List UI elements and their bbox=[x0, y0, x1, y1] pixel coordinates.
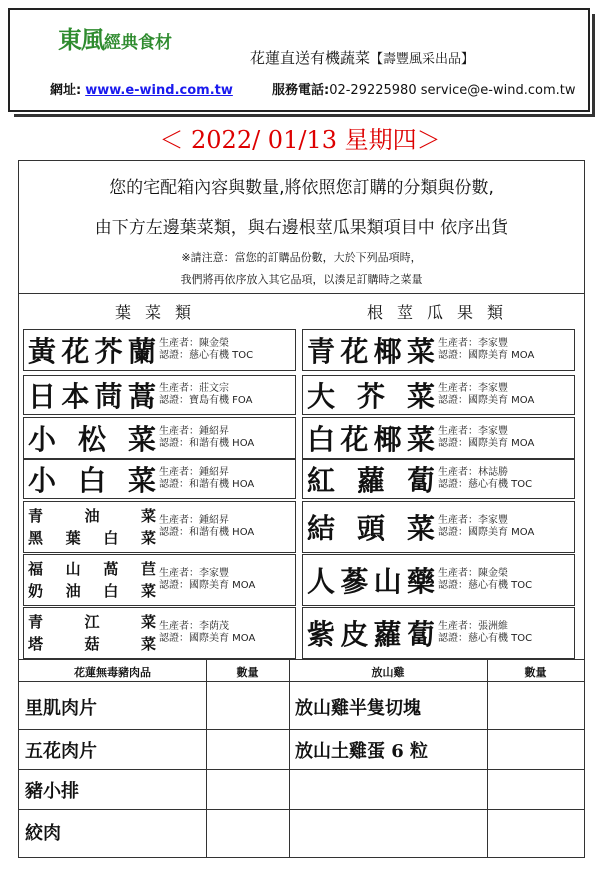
leafy-item: 日 本 茼 蒿 生產者：莊文宗 認證：寶島有機 FOA bbox=[23, 375, 296, 415]
veg-name: 結 頭 菜 bbox=[307, 512, 435, 545]
veg-name: 青 江 菜 bbox=[28, 613, 156, 631]
divider bbox=[206, 659, 207, 857]
header-box bbox=[8, 8, 590, 112]
veg-name: 黑 葉 白 菜 bbox=[28, 529, 156, 547]
root-item: 大 芥 菜 生產者：李家豐 認證：國際美育 MOA bbox=[302, 375, 575, 415]
chicken-item: 放山雞半隻切塊 bbox=[295, 698, 421, 719]
veg-name: 奶 油 白 菜 bbox=[28, 582, 156, 600]
veg-name: 大 芥 菜 bbox=[307, 380, 435, 413]
pork-item: 絞肉 bbox=[25, 823, 61, 844]
content-table bbox=[18, 160, 585, 858]
leafy-item: 小 白 菜 生產者：鍾紹昇 認證：和諧有機 HOA bbox=[23, 459, 296, 499]
pork-item: 豬小排 bbox=[25, 781, 79, 802]
chicken-item: 放山土雞蛋 6 粒 bbox=[295, 741, 429, 762]
service-contact: 服務電話:02-29225980 service@e-wind.com.tw bbox=[272, 83, 576, 98]
root-header: 根莖瓜果類 bbox=[366, 303, 517, 322]
veg-name-pair bbox=[28, 608, 156, 658]
veg-name-pair bbox=[28, 502, 156, 552]
veg-name: 小 松 菜 bbox=[28, 423, 156, 456]
veg-name: 日 本 茼 蒿 bbox=[28, 380, 156, 413]
qty-header: 數量 bbox=[236, 666, 259, 679]
veg-name: 人 蔘 山 藥 bbox=[307, 565, 435, 598]
root-item: 結 頭 菜 生產者：李家豐 認證：國際美育 MOA bbox=[302, 501, 575, 553]
divider bbox=[19, 809, 584, 810]
root-item: 青 花 椰 菜 生產者：李家豐 認證：國際美育 MOA bbox=[302, 329, 575, 371]
leafy-item: 青 油 菜 黑 葉 白 菜 生產者：鍾紹昇 認證：和諧有機 HOA bbox=[23, 501, 296, 553]
intro-line-1: 您的宅配箱內容與數量,將依照您訂購的分類與份數, bbox=[109, 178, 494, 198]
veg-name-pair bbox=[28, 555, 156, 605]
qty-header: 數量 bbox=[524, 666, 547, 679]
divider bbox=[19, 681, 584, 682]
veg-name: 小 白 菜 bbox=[28, 464, 156, 497]
veg-name: 福 山 萵 苣 bbox=[28, 560, 156, 578]
veg-name: 青 油 菜 bbox=[28, 507, 156, 525]
intro-line-2: 由下方左邊葉菜類，與右邊根莖瓜果類項目中 依序出貨 bbox=[94, 218, 509, 238]
note-line-1: ※請注意：當您的訂購品份數，大於下列品項時， bbox=[181, 251, 422, 264]
veg-name: 紫 皮 蘿 蔔 bbox=[307, 618, 435, 651]
root-item: 白 花 椰 菜 生產者：李家豐 認證：國際美育 MOA bbox=[302, 417, 575, 459]
pork-item: 五花肉片 bbox=[25, 741, 97, 762]
leafy-item: 黃 花 芥 蘭 生產者：陳金榮 認證：慈心有機 TOC bbox=[23, 329, 296, 371]
root-item: 紅 蘿 蔔 生產者：林誌勝 認證：慈心有機 TOC bbox=[302, 459, 575, 499]
root-item: 紫 皮 蘿 蔔 生產者：張洲維 認證：慈心有機 TOC bbox=[302, 607, 575, 659]
divider bbox=[19, 293, 584, 294]
website: 網址: www.e-wind.com.tw bbox=[50, 83, 233, 98]
brand-logo: 東風經典食材 bbox=[58, 26, 172, 54]
veg-name: 紅 蘿 蔔 bbox=[307, 464, 435, 497]
divider bbox=[19, 769, 584, 770]
leafy-header: 葉菜類 bbox=[114, 303, 205, 322]
leafy-item: 青 江 菜 塔 菇 菜 生產者：李荫茂 認證：國際美育 MOA bbox=[23, 607, 296, 659]
website-link[interactable]: www.e-wind.com.tw bbox=[85, 83, 233, 98]
veg-name: 白 花 椰 菜 bbox=[307, 423, 435, 456]
header-title: 花蓮直送有機蔬菜【壽豐風采出品】 bbox=[250, 49, 475, 67]
chicken-header: 放山雞 bbox=[371, 666, 405, 679]
divider bbox=[19, 729, 584, 730]
veg-name: 青 花 椰 菜 bbox=[307, 335, 435, 368]
pork-item: 里肌肉片 bbox=[25, 698, 97, 719]
delivery-date: ＜ 2022/ 01/13 星期四＞ bbox=[159, 126, 441, 154]
note-line-2: 我們將再依序放入其它品項，以湊足訂購時之菜量 bbox=[180, 273, 423, 286]
veg-name: 塔 菇 菜 bbox=[28, 635, 156, 653]
pork-header: 花蓮無毒豬肉品 bbox=[74, 666, 151, 679]
leafy-item: 小 松 菜 生產者：鍾紹昇 認證：和諧有機 HOA bbox=[23, 417, 296, 459]
divider bbox=[289, 659, 290, 857]
divider bbox=[19, 659, 584, 660]
veg-name: 黃 花 芥 蘭 bbox=[28, 335, 156, 368]
leafy-item: 福 山 萵 苣 奶 油 白 菜 生產者：李家豐 認證：國際美育 MOA bbox=[23, 554, 296, 606]
root-item: 人 蔘 山 藥 生產者：陳金榮 認證：慈心有機 TOC bbox=[302, 554, 575, 606]
divider bbox=[487, 659, 488, 857]
